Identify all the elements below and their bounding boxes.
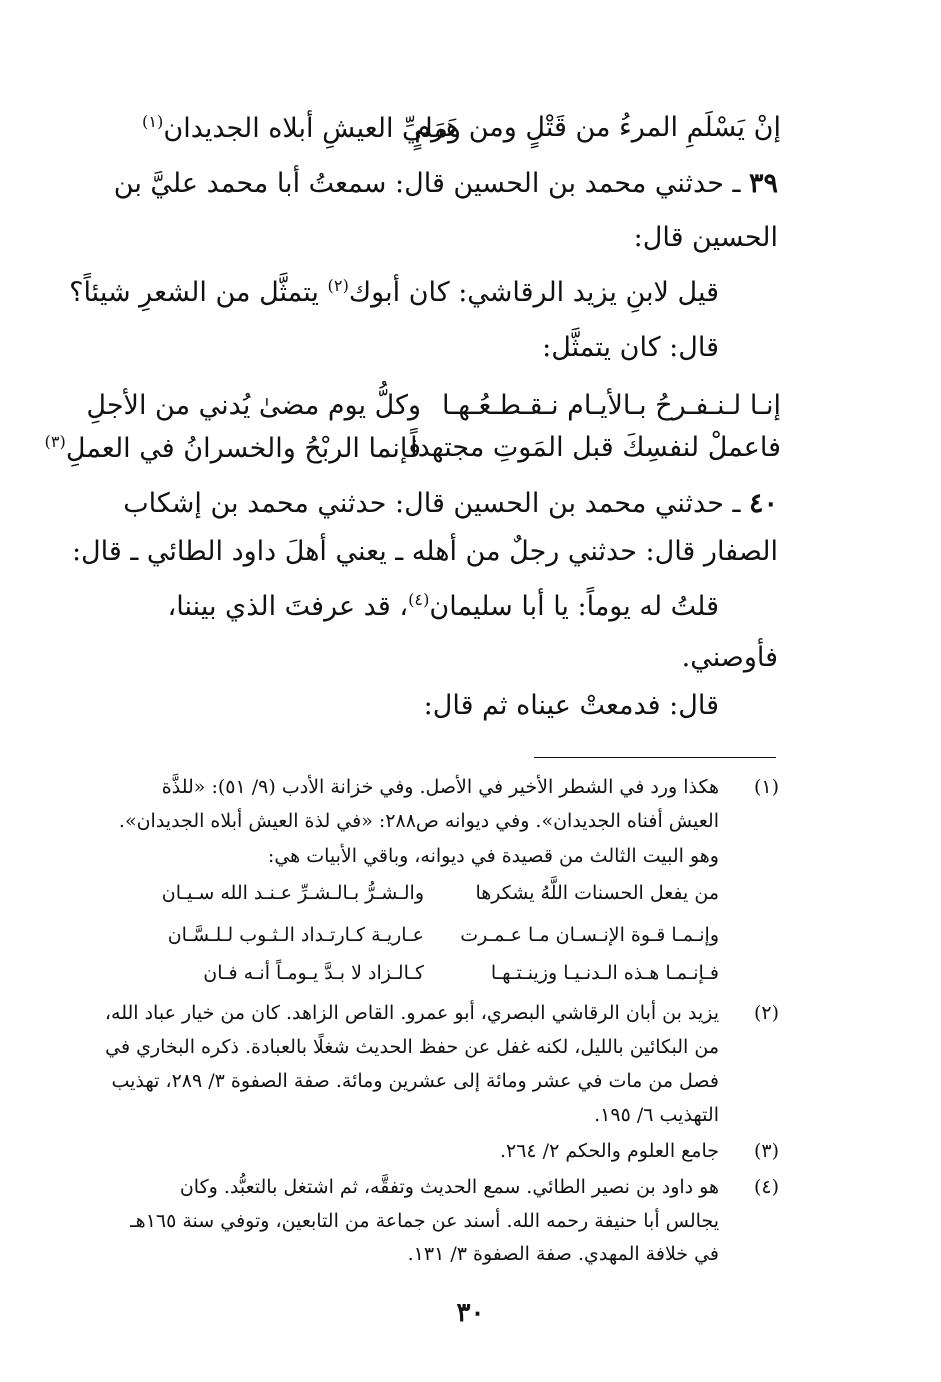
verse-3-right-hemistich: فاعملْ لنفسِكَ قبل المَوتِ مجتهداً (410, 432, 781, 463)
footnote-1-verse-3 (99, 962, 719, 992)
verse-2-left-hemistich: وكلُّ يوم مضىٰ يُدني من الأجلِ (86, 390, 421, 421)
item-40-line-3 (168, 590, 719, 623)
item-40-line-3-rest: ، قد عرفتَ الذي بيننا، (167, 591, 409, 622)
footnote-ref-1: (١) (142, 112, 164, 131)
footnote-3-line-1: جامع العلوم والحكم ٢/ ٢٦٤. (499, 1140, 719, 1162)
footnote-1-number: (١) (753, 776, 779, 798)
footnote-ref-3: (٣) (44, 432, 66, 451)
item-39-line-1-text: ـ حدثني محمد بن الحسين قال: سمعتُ أبا محمد عليَّ بن (113, 168, 741, 199)
footnote-4-line-1: هو داود بن نصير الطائي. سمع الحديث وتفقَّه، ثم اشتغل بالتعبُّد. وكان (179, 1176, 719, 1198)
item-40-line-1 (123, 488, 778, 520)
footnote-1-verse-2 (99, 924, 719, 954)
verse-2-right-hemistich: إنـا لـنـفـرحُ بـالأيـام نـقـطـعُـهـا (442, 390, 781, 421)
item-39-line-1 (114, 168, 778, 200)
item-39-line-3-text: قيل لابنِ يزيد الرقاشي: كان أبوك (348, 277, 719, 308)
footnote-1-line-2: العيش أفناه الجديدان». وفي ديوانه ص٢٨٨: «في لذة العيش أبلاه الجديدان». (118, 810, 719, 832)
item-40-line-3-text: قلتُ له يوماً: يا أبا سليمان (429, 591, 719, 622)
footnote-1-verse-1-left: والـشـرُّ بـالـشـرِّ عـنـد الله سـيـان (161, 882, 424, 904)
item-39-number: ٣٩ (748, 168, 778, 199)
footnote-1-line-1: هكذا ورد في الشطر الأخير في الأصل. وفي خزانة الأدب (٩/ ٥١): «للذَّة (161, 776, 719, 798)
page-number: ٣٠ (456, 1298, 485, 1328)
footnote-1-verse-2-left: عـاريـة كـارتـداد الـثـوب لـلـسَّـان (167, 924, 424, 946)
footnote-4-line-3: في خلافة المهدي. صفة الصفوة ٣/ ١٣١. (407, 1243, 719, 1265)
verse-2 (86, 390, 781, 430)
footnote-ref-2: (٢) (327, 276, 349, 295)
footnote-1-line-3: وهو البيت الثالث من قصيدة في ديوانه، وباقي الأبيات هي: (267, 845, 719, 867)
footnote-2-line-4: التهذيب ٦/ ١٩٥. (594, 1104, 719, 1126)
footnote-1-verse-3-left: كـالـزاد لا بـدَّ يـومـاً أنـه فـان (203, 962, 424, 984)
footnote-1-verse-1 (99, 882, 719, 912)
footnote-ref-4: (٤) (408, 590, 430, 609)
footnote-1-verse-1-right: من يفعل الحسنات اللَّهُ يشكرها (475, 882, 719, 904)
footnote-2-line-1: يزيد بن أبان الرقاشي البصري، أبو عمرو. القاص الزاهد. كان من خيار عباد الله، (104, 1002, 719, 1024)
footnote-1-verse-3-right: فـإنـمـا هـذه الـدنـيـا وزينـتـهـا (490, 962, 719, 984)
item-39-line-3 (69, 276, 719, 309)
footnote-2-line-2: من البكائين بالليل، لكنه غفل عن حفظ الحديث شغلًا بالعبادة. ذكره البخاري في (105, 1036, 719, 1058)
item-40-line-4: فأوصني. (681, 642, 778, 673)
verse-1-left-text: ومليِّ العيشِ أبلاه الجديدان (163, 113, 461, 144)
item-39-line-2: الحسين قال: (633, 222, 778, 253)
item-40-line-2: الصفار قال: حدثني رجلٌ من أهله ـ يعني أهلَ داود الطائي ـ قال: (71, 536, 778, 567)
item-39-line-4: قال: كان يتمثَّل: (542, 332, 719, 363)
verse-1-left-hemistich (142, 112, 461, 144)
footnote-3-number: (٣) (753, 1140, 779, 1162)
verse-3 (44, 432, 781, 472)
item-40-number: ٤٠ (748, 488, 778, 519)
footnote-4-line-2: يجالس أبا حنيفة رحمه الله. أسند عن جماعة من التابعين، وتوفي سنة ١٦٥هـ (130, 1210, 719, 1232)
verse-1-right-hemistich: إنْ يَسْلَمِ المرءُ من قَتْلٍ ومن هَرَمٍ (414, 112, 781, 143)
item-40-line-1-text: ـ حدثني محمد بن الحسين قال: حدثني محمد بن إشكاب (123, 488, 741, 519)
item-40-line-5: قال: فدمعتْ عيناه ثم قال: (423, 690, 719, 721)
footnote-2-line-3: فصل من مات في عشر ومائة إلى عشرين ومائة. صفة الصفوة ٣/ ٢٨٩، تهذيب (111, 1070, 719, 1092)
footnote-separator (534, 757, 776, 758)
footnote-2-number: (٢) (753, 1002, 779, 1024)
verse-3-left-text: فإنما الربْحُ والخسرانُ في العملِ (65, 433, 421, 464)
footnote-4-number: (٤) (753, 1176, 779, 1198)
footnote-1-verse-2-right: وإنـمـا قـوة الإنـسـان مـا عـمـرت (460, 924, 719, 946)
item-39-line-3-rest: يتمثَّل من الشعرِ شيئاً؟ (69, 277, 319, 308)
verse-3-left-hemistich (45, 432, 421, 464)
